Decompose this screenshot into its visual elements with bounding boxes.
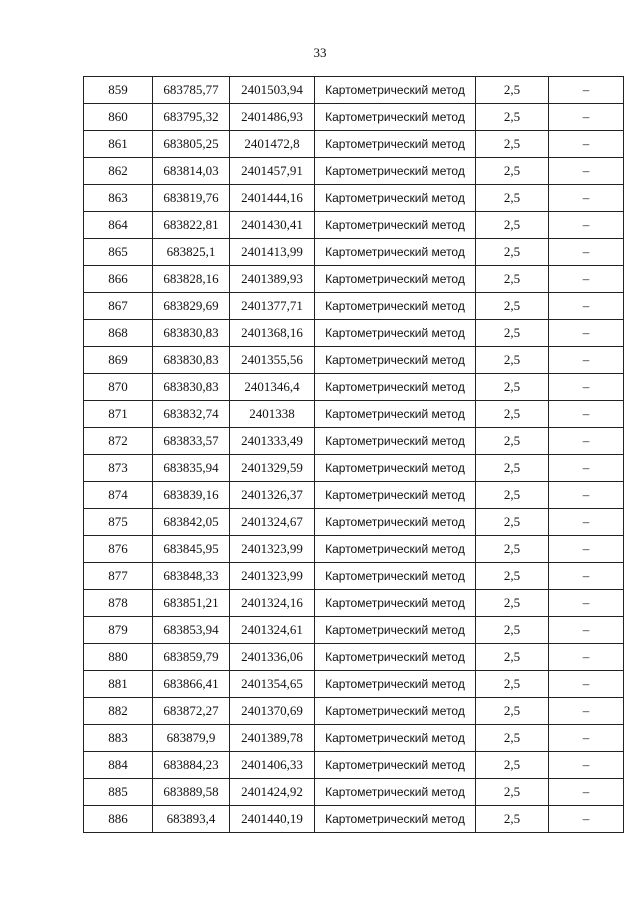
y-coordinate-cell: 2401324,61 [230,617,315,644]
method-cell: Картометрический метод [315,671,476,698]
y-coordinate-cell: 2401406,33 [230,752,315,779]
table-row [84,374,624,401]
table-row [84,239,624,266]
description-cell: – [549,509,624,536]
table-row [84,158,624,185]
x-coordinate-cell: 683830,83 [153,347,230,374]
accuracy-cell: 2,5 [476,536,549,563]
method-cell: Картометрический метод [315,725,476,752]
description-cell: – [549,428,624,455]
accuracy-cell: 2,5 [476,563,549,590]
description-cell: – [549,131,624,158]
method-cell: Картометрический метод [315,212,476,239]
table-row [84,347,624,374]
description-cell: – [549,725,624,752]
table-row [84,320,624,347]
accuracy-cell: 2,5 [476,239,549,266]
x-coordinate-cell: 683825,1 [153,239,230,266]
point-number-cell: 884 [84,752,153,779]
y-coordinate-cell: 2401424,92 [230,779,315,806]
description-cell: – [549,239,624,266]
table-row [84,509,624,536]
method-cell: Картометрический метод [315,617,476,644]
point-number-cell: 869 [84,347,153,374]
description-cell: – [549,779,624,806]
table-row [84,131,624,158]
y-coordinate-cell: 2401323,99 [230,563,315,590]
table-row [84,482,624,509]
point-number-cell: 863 [84,185,153,212]
accuracy-cell: 2,5 [476,509,549,536]
x-coordinate-cell: 683833,57 [153,428,230,455]
description-cell: – [549,158,624,185]
table-row [84,590,624,617]
accuracy-cell: 2,5 [476,104,549,131]
point-number-cell: 885 [84,779,153,806]
y-coordinate-cell: 2401329,59 [230,455,315,482]
point-number-cell: 864 [84,212,153,239]
accuracy-cell: 2,5 [476,77,549,104]
point-number-cell: 881 [84,671,153,698]
y-coordinate-cell: 2401346,4 [230,374,315,401]
x-coordinate-cell: 683851,21 [153,590,230,617]
x-coordinate-cell: 683879,9 [153,725,230,752]
table-row [84,806,624,833]
table-row [84,212,624,239]
coordinates-table [83,76,624,833]
method-cell: Картометрический метод [315,455,476,482]
description-cell: – [549,77,624,104]
point-number-cell: 865 [84,239,153,266]
y-coordinate-cell: 2401389,93 [230,266,315,293]
point-number-cell: 873 [84,455,153,482]
table-row [84,104,624,131]
accuracy-cell: 2,5 [476,482,549,509]
description-cell: – [549,698,624,725]
accuracy-cell: 2,5 [476,158,549,185]
accuracy-cell: 2,5 [476,752,549,779]
x-coordinate-cell: 683872,27 [153,698,230,725]
accuracy-cell: 2,5 [476,185,549,212]
table-row [84,779,624,806]
x-coordinate-cell: 683859,79 [153,644,230,671]
y-coordinate-cell: 2401368,16 [230,320,315,347]
x-coordinate-cell: 683845,95 [153,536,230,563]
x-coordinate-cell: 683835,94 [153,455,230,482]
description-cell: – [549,185,624,212]
x-coordinate-cell: 683866,41 [153,671,230,698]
point-number-cell: 862 [84,158,153,185]
y-coordinate-cell: 2401440,19 [230,806,315,833]
y-coordinate-cell: 2401389,78 [230,725,315,752]
page-number: 33 [313,45,327,60]
method-cell: Картометрический метод [315,509,476,536]
y-coordinate-cell: 2401323,99 [230,536,315,563]
point-number-cell: 872 [84,428,153,455]
accuracy-cell: 2,5 [476,266,549,293]
x-coordinate-cell: 683795,32 [153,104,230,131]
x-coordinate-cell: 683785,77 [153,77,230,104]
table-row [84,293,624,320]
point-number-cell: 877 [84,563,153,590]
point-number-cell: 861 [84,131,153,158]
point-number-cell: 870 [84,374,153,401]
y-coordinate-cell: 2401413,99 [230,239,315,266]
point-number-cell: 871 [84,401,153,428]
description-cell: – [549,482,624,509]
method-cell: Картометрический метод [315,239,476,266]
method-cell: Картометрический метод [315,806,476,833]
accuracy-cell: 2,5 [476,590,549,617]
x-coordinate-cell: 683819,76 [153,185,230,212]
method-cell: Картометрический метод [315,428,476,455]
accuracy-cell: 2,5 [476,428,549,455]
x-coordinate-cell: 683822,81 [153,212,230,239]
point-number-cell: 860 [84,104,153,131]
accuracy-cell: 2,5 [476,131,549,158]
point-number-cell: 868 [84,320,153,347]
y-coordinate-cell: 2401486,93 [230,104,315,131]
description-cell: – [549,401,624,428]
x-coordinate-cell: 683853,94 [153,617,230,644]
x-coordinate-cell: 683889,58 [153,779,230,806]
description-cell: – [549,752,624,779]
accuracy-cell: 2,5 [476,806,549,833]
y-coordinate-cell: 2401336,06 [230,644,315,671]
y-coordinate-cell: 2401472,8 [230,131,315,158]
table-row [84,536,624,563]
x-coordinate-cell: 683828,16 [153,266,230,293]
description-cell: – [549,293,624,320]
y-coordinate-cell: 2401457,91 [230,158,315,185]
point-number-cell: 876 [84,536,153,563]
point-number-cell: 879 [84,617,153,644]
point-number-cell: 867 [84,293,153,320]
point-number-cell: 878 [84,590,153,617]
table-row [84,455,624,482]
method-cell: Картометрический метод [315,131,476,158]
point-number-cell: 883 [84,725,153,752]
x-coordinate-cell: 683832,74 [153,401,230,428]
table-row [84,617,624,644]
method-cell: Картометрический метод [315,752,476,779]
method-cell: Картометрический метод [315,374,476,401]
description-cell: – [549,455,624,482]
method-cell: Картометрический метод [315,77,476,104]
table-row [84,185,624,212]
description-cell: – [549,104,624,131]
method-cell: Картометрический метод [315,698,476,725]
y-coordinate-cell: 2401326,37 [230,482,315,509]
description-cell: – [549,563,624,590]
method-cell: Картометрический метод [315,347,476,374]
accuracy-cell: 2,5 [476,671,549,698]
table-row [84,428,624,455]
point-number-cell: 886 [84,806,153,833]
y-coordinate-cell: 2401338 [230,401,315,428]
point-number-cell: 866 [84,266,153,293]
method-cell: Картометрический метод [315,482,476,509]
description-cell: – [549,536,624,563]
method-cell: Картометрический метод [315,158,476,185]
method-cell: Картометрический метод [315,590,476,617]
description-cell: – [549,617,624,644]
accuracy-cell: 2,5 [476,401,549,428]
accuracy-cell: 2,5 [476,347,549,374]
method-cell: Картометрический метод [315,401,476,428]
method-cell: Картометрический метод [315,293,476,320]
method-cell: Картометрический метод [315,266,476,293]
accuracy-cell: 2,5 [476,698,549,725]
description-cell: – [549,590,624,617]
y-coordinate-cell: 2401333,49 [230,428,315,455]
point-number-cell: 880 [84,644,153,671]
description-cell: – [549,671,624,698]
x-coordinate-cell: 683814,03 [153,158,230,185]
table-row [84,671,624,698]
point-number-cell: 875 [84,509,153,536]
x-coordinate-cell: 683830,83 [153,374,230,401]
description-cell: – [549,806,624,833]
point-number-cell: 874 [84,482,153,509]
accuracy-cell: 2,5 [476,374,549,401]
accuracy-cell: 2,5 [476,644,549,671]
description-cell: – [549,644,624,671]
table-row [84,698,624,725]
description-cell: – [549,320,624,347]
x-coordinate-cell: 683884,23 [153,752,230,779]
accuracy-cell: 2,5 [476,212,549,239]
y-coordinate-cell: 2401430,41 [230,212,315,239]
x-coordinate-cell: 683829,69 [153,293,230,320]
method-cell: Картометрический метод [315,563,476,590]
accuracy-cell: 2,5 [476,320,549,347]
y-coordinate-cell: 2401354,65 [230,671,315,698]
method-cell: Картометрический метод [315,185,476,212]
y-coordinate-cell: 2401324,67 [230,509,315,536]
table-row [84,752,624,779]
table-row [84,725,624,752]
table-row [84,644,624,671]
table-row [84,401,624,428]
point-number-cell: 882 [84,698,153,725]
method-cell: Картометрический метод [315,779,476,806]
method-cell: Картометрический метод [315,320,476,347]
y-coordinate-cell: 2401370,69 [230,698,315,725]
y-coordinate-cell: 2401444,16 [230,185,315,212]
table-row [84,563,624,590]
accuracy-cell: 2,5 [476,293,549,320]
table-body [84,77,624,833]
method-cell: Картометрический метод [315,644,476,671]
description-cell: – [549,374,624,401]
table-row [84,266,624,293]
accuracy-cell: 2,5 [476,779,549,806]
x-coordinate-cell: 683839,16 [153,482,230,509]
description-cell: – [549,266,624,293]
accuracy-cell: 2,5 [476,725,549,752]
x-coordinate-cell: 683893,4 [153,806,230,833]
x-coordinate-cell: 683848,33 [153,563,230,590]
x-coordinate-cell: 683805,25 [153,131,230,158]
method-cell: Картометрический метод [315,536,476,563]
x-coordinate-cell: 683830,83 [153,320,230,347]
y-coordinate-cell: 2401377,71 [230,293,315,320]
method-cell: Картометрический метод [315,104,476,131]
point-number-cell: 859 [84,77,153,104]
y-coordinate-cell: 2401503,94 [230,77,315,104]
description-cell: – [549,347,624,374]
description-cell: – [549,212,624,239]
accuracy-cell: 2,5 [476,617,549,644]
y-coordinate-cell: 2401355,56 [230,347,315,374]
table-row [84,77,624,104]
y-coordinate-cell: 2401324,16 [230,590,315,617]
accuracy-cell: 2,5 [476,455,549,482]
x-coordinate-cell: 683842,05 [153,509,230,536]
